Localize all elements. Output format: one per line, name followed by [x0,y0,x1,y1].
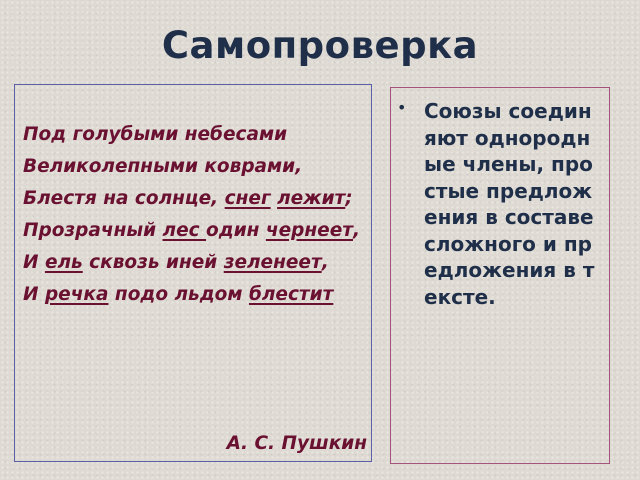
poem-text-segment: И [23,284,45,305]
poem-line-1: Под голубыми небесами [23,124,288,145]
slide-title: Самопроверка [161,24,479,67]
rule-panel [390,87,610,464]
poem-text-segment: И [23,252,45,273]
underlined-word: ель [44,252,83,273]
underlined-word: речка [44,284,109,305]
poem-text-segment: ; [345,188,353,209]
poem-text-segment: сквозь иней [82,252,224,273]
underlined-word: лежит [277,188,346,209]
poem-text-segment: один [206,220,266,241]
poem-line-5 [23,251,367,275]
poem-text-segment: Блестя на солнце, [23,188,225,209]
underlined-word: снег [224,188,271,209]
poem-text [23,123,367,315]
poem-author: А. С. Пушкин [226,433,367,454]
poem-text-segment: Прозрачный [23,220,163,241]
poem-line-2: Великолепными коврами, [23,156,303,177]
rule-text: Союзы соединяют однородные члены, простые предложения в составе сложного и предложения в тексте. [424,99,595,309]
poem-text-segment: , [352,220,361,241]
poem-line-4 [23,219,367,243]
underlined-word: лес [162,220,207,241]
poem-text-segment: , [321,252,329,273]
poem-text-segment: подо льдом [108,284,249,305]
underlined-word: зеленеет [223,252,322,273]
poem-panel [14,84,372,462]
underlined-word: блестит [248,284,334,305]
poem-line-3 [23,187,367,211]
poem-line-6 [23,283,367,307]
underlined-word: чернеет [265,220,353,241]
bullet-icon: • [397,98,407,117]
